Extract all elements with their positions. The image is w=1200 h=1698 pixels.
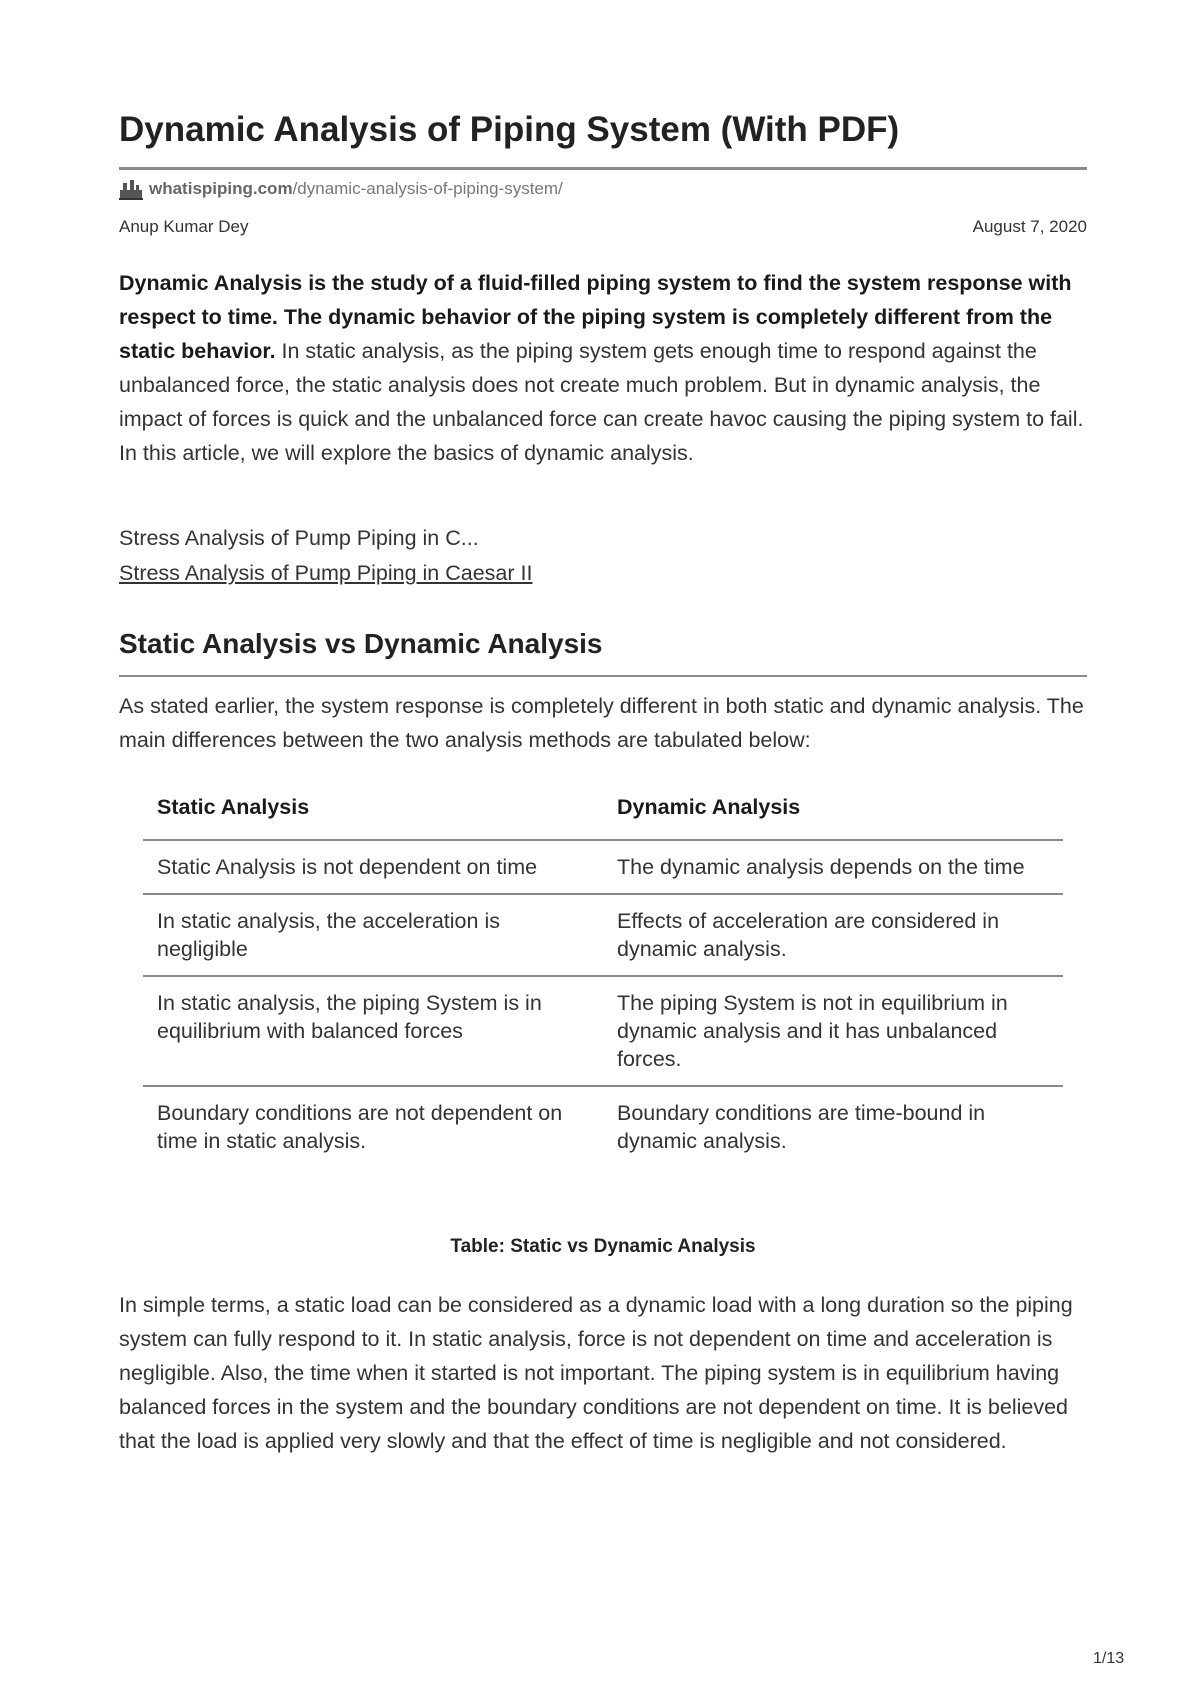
table-row [143,976,1063,1086]
source-path[interactable]: /dynamic-analysis-of-piping-system/ [292,179,563,198]
table-row [143,840,1063,894]
publish-date: August 7, 2020 [972,217,1087,236]
section-paragraph: As stated earlier, the system response is completely different in both static and dynamic analysis. The main differences between the two analysis methods are tabulated below: [119,694,1084,752]
table-row [143,1086,1063,1167]
table-cell: In static analysis, the piping System is in equilibrium with balanced forces [143,976,603,1086]
table-cell: Effects of acceleration are considered in dynamic analysis. [603,894,1063,976]
table-row [143,894,1063,976]
section-heading: Static Analysis vs Dynamic Analysis [119,628,603,659]
intro-text: In static analysis, as the piping system gets enough time to respond against the unbalanced force, the static analysis does not create much problem. But in dynamic analysis, the impact of forces is quick and the unbalanced force can create havoc causing the piping system to fail. In this article, we will explore the basics of dynamic analysis. [119,339,1084,465]
related-article-link[interactable]: Stress Analysis of Pump Piping in Caesar II [119,561,533,585]
related-article-truncated[interactable]: Stress Analysis of Pump Piping in C... [119,526,479,550]
article-title: Dynamic Analysis of Piping System (With PDF) [119,110,900,149]
intro-bold-text: Dynamic Analysis is the study of a fluid-filled piping system to find the system response with respect to time. The dynamic behavior of the piping system is completely different from the static behavior. [119,271,1072,363]
source-url[interactable] [119,178,563,200]
title-divider [119,167,1087,170]
table-header-static: Static Analysis [143,783,603,840]
table-caption: Table: Static vs Dynamic Analysis [450,1236,756,1257]
comparison-table [143,783,1063,1167]
table-cell: The dynamic analysis depends on the time [603,840,1063,894]
table-cell: Boundary conditions are not dependent on time in static analysis. [157,1101,563,1153]
table-cell: Boundary conditions are time-bound in dynamic analysis. [617,1101,986,1153]
author-name: Anup Kumar Dey [119,217,249,236]
table-cell: Static Analysis is not dependent on time [143,840,603,894]
source-domain[interactable]: whatispiping.com [149,179,293,198]
table-cell: In static analysis, the acceleration is negligible [143,894,603,976]
table-header-dynamic: Dynamic Analysis [603,783,1063,840]
section-divider [119,675,1087,677]
table-cell: The piping System is not in equilibrium in dynamic analysis and it has unbalanced forces. [603,976,1063,1086]
closing-paragraph: In simple terms, a static load can be considered as a dynamic load with a long duration so the piping system can fully respond to it. In static analysis, force is not dependent on time and acceleration is negligible. Also, the time when it started is not important. The piping system is in equilibrium having balanced forces in the system and the boundary conditions are not dependent on time. It is believed that the load is applied very slowly and that the effect of time is negligible and not considered. [119,1293,1073,1453]
site-icon [119,178,143,200]
intro-paragraph [119,266,1087,470]
page-number: 1/13 [1093,1650,1125,1667]
table-header-row [143,783,1063,840]
